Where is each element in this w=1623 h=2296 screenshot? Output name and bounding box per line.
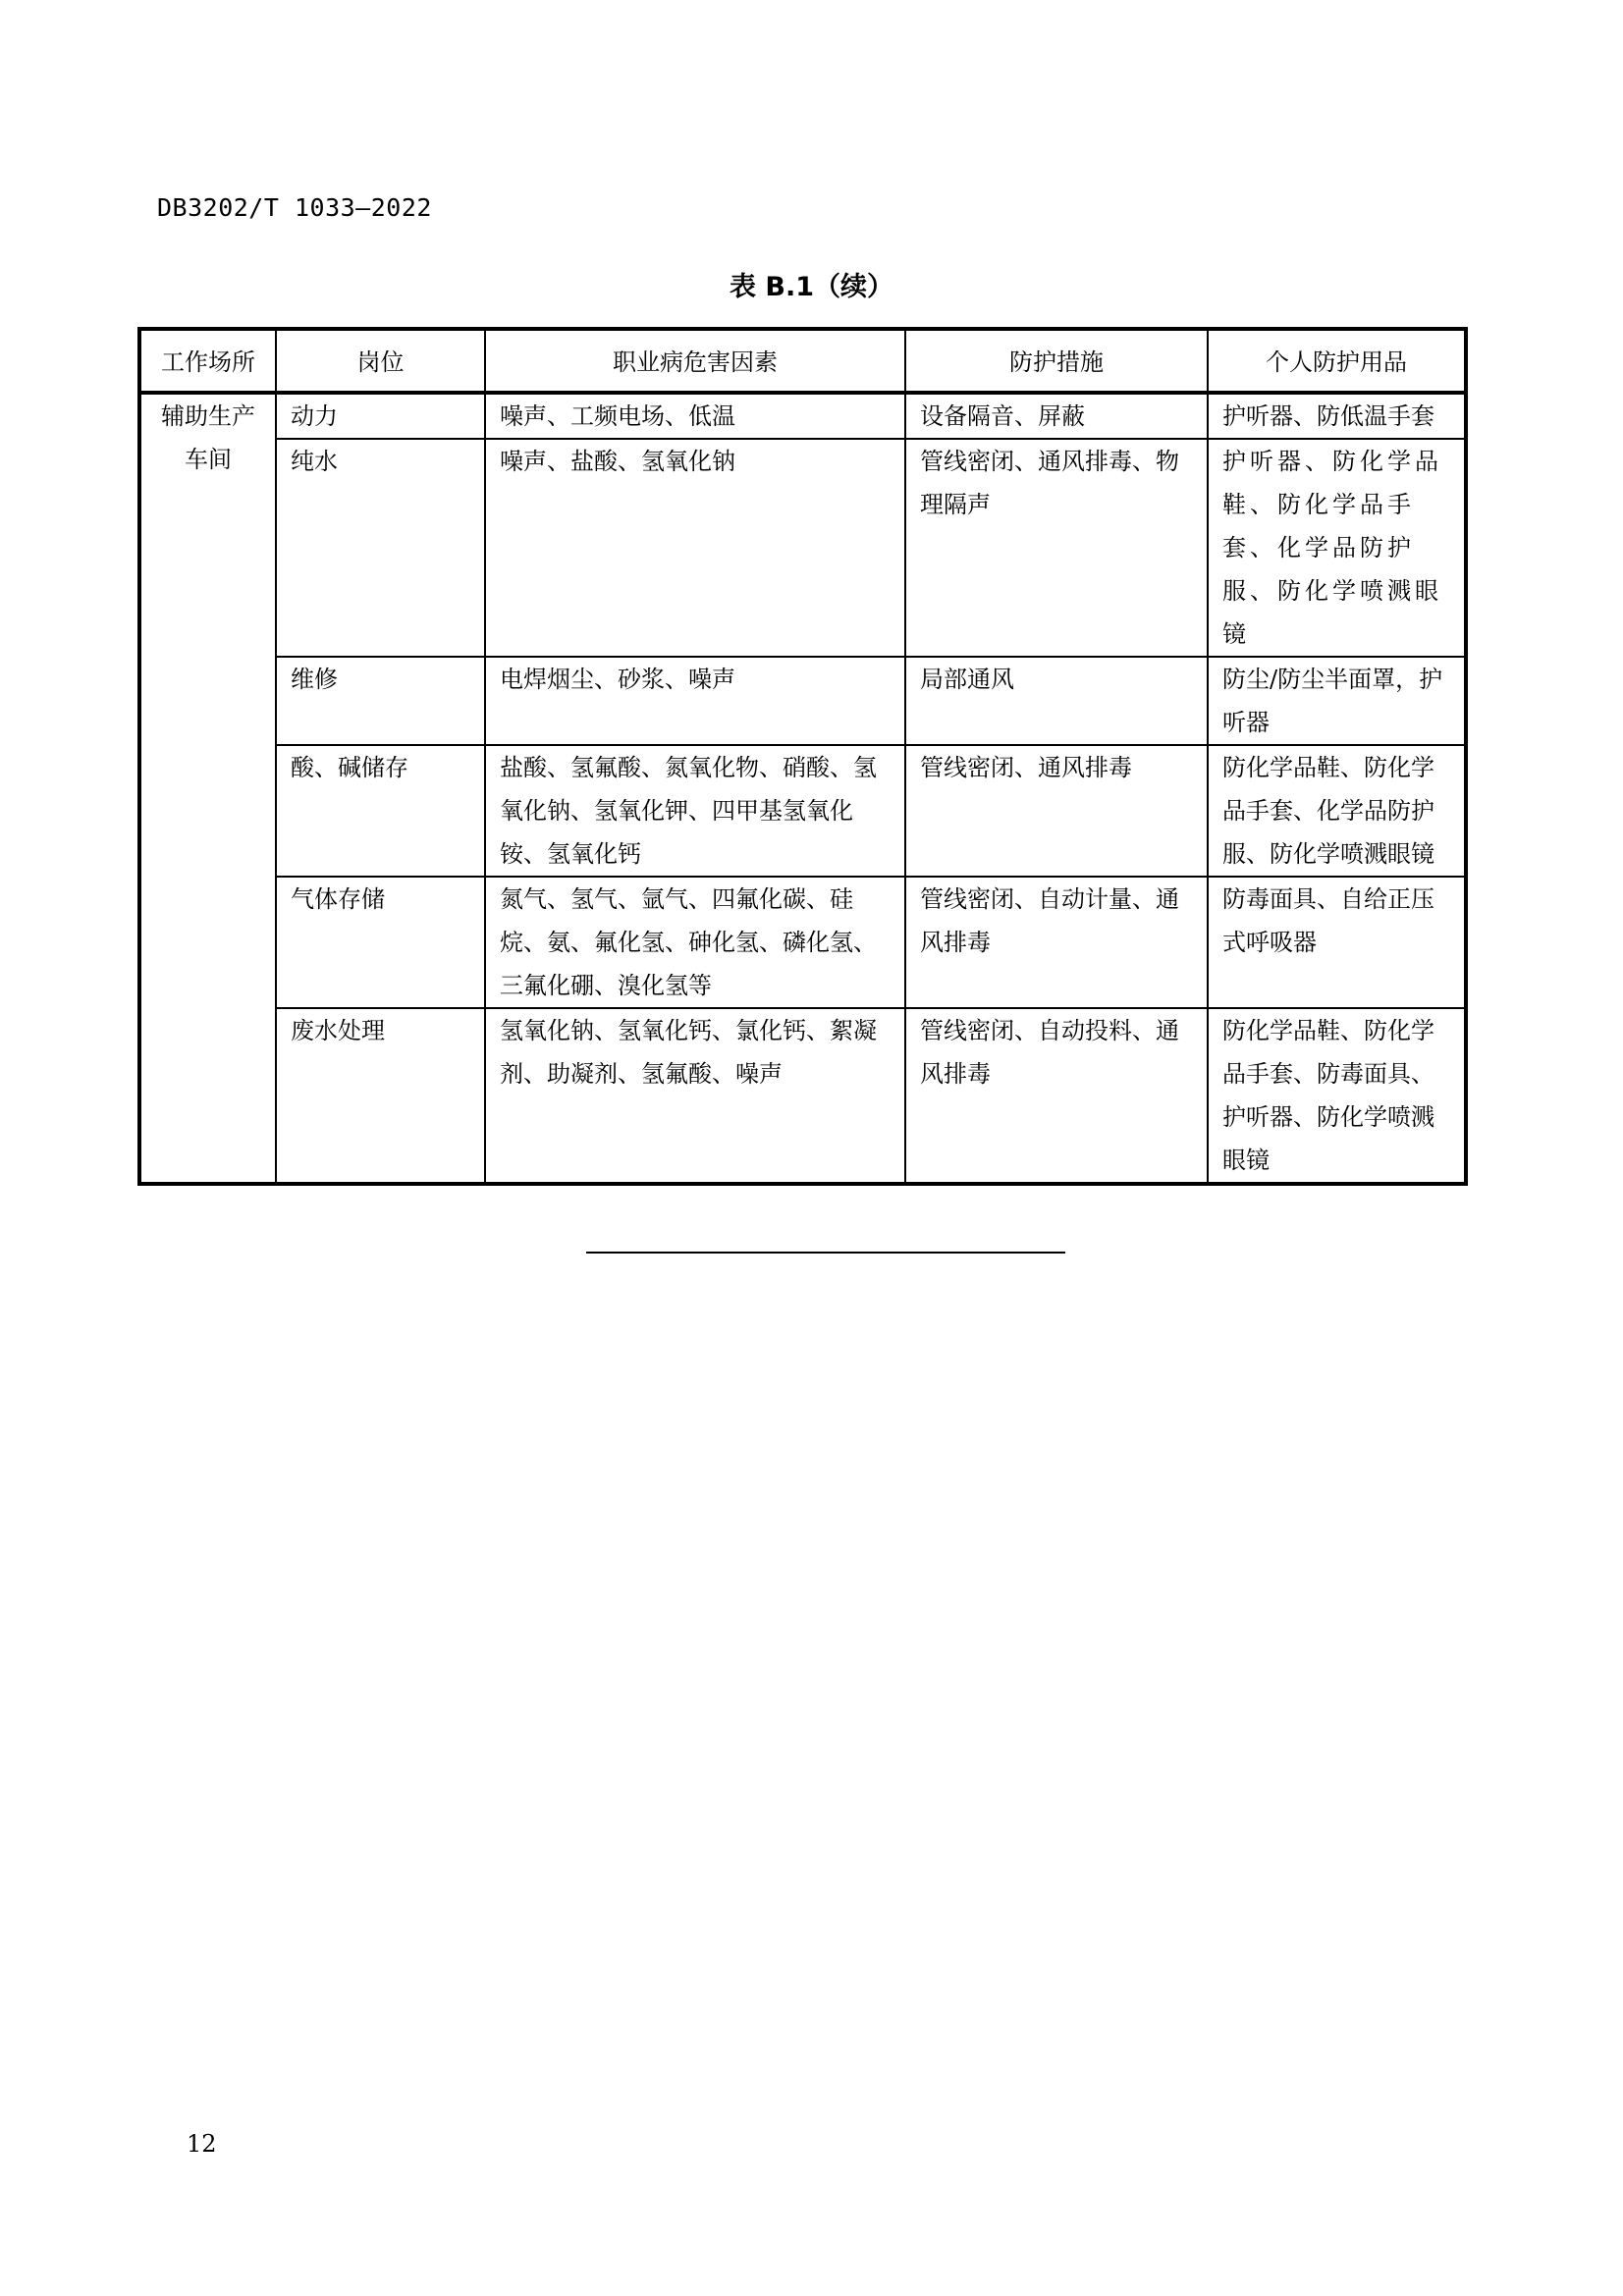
document-code: DB3202/T 1033—2022 <box>157 193 432 222</box>
ppe-cell: 防化学品鞋、防化学品手套、化学品防护服、防化学喷溅眼镜 <box>1208 745 1466 877</box>
hazards-cell: 噪声、盐酸、氢氧化钠 <box>485 439 905 657</box>
measures-cell: 管线密闭、自动投料、通风排毒 <box>905 1008 1208 1184</box>
post-cell: 酸、碱储存 <box>276 745 485 877</box>
ppe-cell: 护听器、防化学品鞋、防化学品手套、化学品防护服、防化学喷溅眼镜 <box>1208 439 1466 657</box>
ppe-cell: 防尘/防尘半面罩，护听器 <box>1208 657 1466 745</box>
table-header-row <box>139 329 1466 393</box>
measures-cell: 管线密闭、通风排毒 <box>905 745 1208 877</box>
post-cell: 动力 <box>276 393 485 439</box>
table-row <box>139 1008 1466 1184</box>
measures-cell: 设备隔音、屏蔽 <box>905 393 1208 439</box>
column-header-workplace: 工作场所 <box>139 329 276 393</box>
table-row <box>139 657 1466 745</box>
post-cell: 纯水 <box>276 439 485 657</box>
ppe-cell: 护听器、防低温手套 <box>1208 393 1466 439</box>
hazards-cell: 盐酸、氢氟酸、氮氧化物、硝酸、氢氧化钠、氢氧化钾、四甲基氢氧化铵、氢氧化钙 <box>485 745 905 877</box>
column-header-measures: 防护措施 <box>905 329 1208 393</box>
table-row <box>139 393 1466 439</box>
hazards-cell: 噪声、工频电场、低温 <box>485 393 905 439</box>
post-cell: 废水处理 <box>276 1008 485 1184</box>
column-header-ppe: 个人防护用品 <box>1208 329 1466 393</box>
measures-cell: 管线密闭、通风排毒、物理隔声 <box>905 439 1208 657</box>
hazards-cell: 氮气、氢气、氩气、四氟化碳、硅烷、氨、氟化氢、砷化氢、磷化氢、三氟化硼、溴化氢等 <box>485 877 905 1008</box>
table-row <box>139 745 1466 877</box>
hazard-table <box>137 327 1468 1186</box>
page-number: 12 <box>187 2130 217 2158</box>
measures-cell: 管线密闭、自动计量、通风排毒 <box>905 877 1208 1008</box>
ppe-cell: 防化学品鞋、防化学品手套、防毒面具、护听器、防化学喷溅眼镜 <box>1208 1008 1466 1184</box>
column-header-hazards: 职业病危害因素 <box>485 329 905 393</box>
post-cell: 维修 <box>276 657 485 745</box>
post-cell: 气体存储 <box>276 877 485 1008</box>
table-row <box>139 877 1466 1008</box>
workplace-cell: 辅助生产车间 <box>139 393 276 1184</box>
table-row <box>139 439 1466 657</box>
column-header-post: 岗位 <box>276 329 485 393</box>
hazards-cell: 电焊烟尘、砂浆、噪声 <box>485 657 905 745</box>
measures-cell: 局部通风 <box>905 657 1208 745</box>
table-title: 表 B.1（续） <box>729 272 894 302</box>
end-of-table-rule <box>586 1252 1065 1254</box>
ppe-cell: 防毒面具、自给正压式呼吸器 <box>1208 877 1466 1008</box>
hazards-cell: 氢氧化钠、氢氧化钙、氯化钙、絮凝剂、助凝剂、氢氟酸、噪声 <box>485 1008 905 1184</box>
